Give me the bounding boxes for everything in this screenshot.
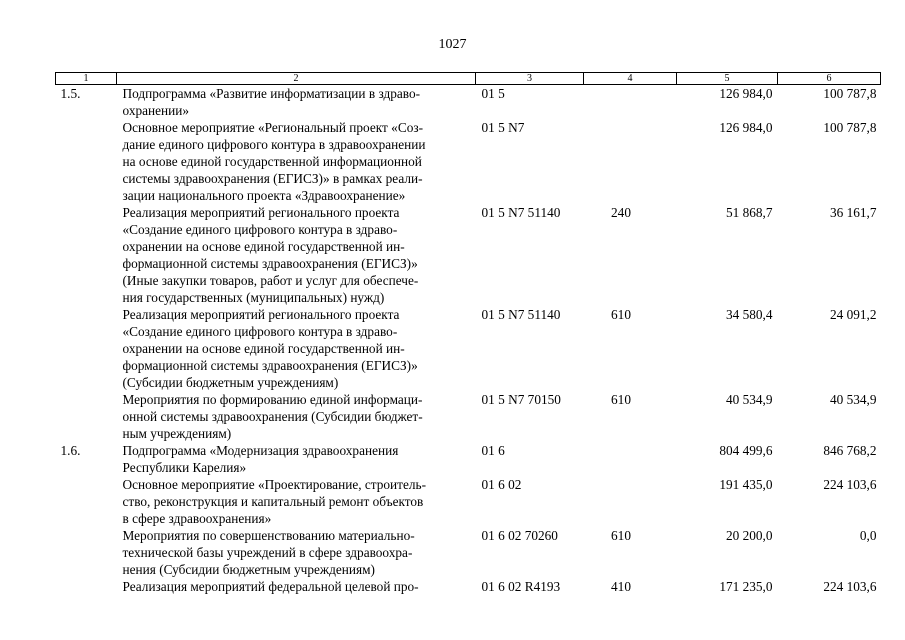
- description-line: Подпрограмма «Развитие информатизации в здраво-: [122, 86, 421, 101]
- row-number: [56, 306, 117, 391]
- expense-type: [584, 119, 677, 204]
- row-description: [117, 442, 476, 476]
- amount-col6: 36 161,7: [829, 205, 877, 220]
- column-header-3: 3: [476, 73, 584, 85]
- header-row: [56, 73, 881, 85]
- table-row: [56, 391, 881, 442]
- budget-table: [55, 72, 881, 595]
- description-line: онной системы здравоохранения (Субсидии бюджет-: [122, 409, 423, 424]
- budget-code: 01 5 N7 51140: [481, 205, 561, 220]
- description-line: охранении»: [122, 103, 190, 118]
- amount-col6: 224 103,6: [823, 477, 877, 492]
- description-line: Мероприятия по совершенствованию материально-: [122, 528, 415, 543]
- description-line: Реализация мероприятий регионального проекта: [122, 205, 400, 220]
- table-row: [56, 204, 881, 306]
- expense-type: 410: [611, 579, 631, 594]
- table-row: [56, 442, 881, 476]
- description-line: Подпрограмма «Модернизация здравоохранения: [122, 443, 399, 458]
- budget-code: 01 5 N7 51140: [481, 307, 561, 322]
- table-row: [56, 578, 881, 595]
- expense-type: [584, 442, 677, 476]
- budget-code: 01 5: [481, 86, 505, 101]
- row-description: [117, 391, 476, 442]
- amount-col6: 224 103,6: [823, 579, 877, 594]
- budget-code: 01 6 02 R4193: [481, 579, 561, 594]
- table-body: [56, 85, 881, 596]
- expense-type: [584, 85, 677, 120]
- row-description: [117, 578, 476, 595]
- column-header-6: 6: [778, 73, 881, 85]
- row-number: [56, 476, 117, 527]
- description-line: Республики Карелия»: [122, 460, 247, 475]
- description-line: дание единого цифрового контура в здравоохранении: [122, 137, 426, 152]
- expense-type: 610: [611, 392, 631, 407]
- table-row: [56, 85, 881, 120]
- table-row: [56, 476, 881, 527]
- row-description: [117, 527, 476, 578]
- amount-col5: 126 984,0: [719, 120, 773, 135]
- amount-col6: 100 787,8: [823, 120, 877, 135]
- amount-col5: 20 200,0: [725, 528, 773, 543]
- budget-code: 01 5 N7 70150: [481, 392, 561, 407]
- description-line: «Создание единого цифрового контура в здраво-: [122, 324, 398, 339]
- budget-code: 01 5 N7: [481, 120, 525, 135]
- table-row: [56, 306, 881, 391]
- row-description: [117, 85, 476, 120]
- expense-type: 240: [611, 205, 631, 220]
- description-line: Основное мероприятие «Проектирование, строитель-: [122, 477, 426, 492]
- amount-col5: 804 499,6: [719, 443, 773, 458]
- row-number: [56, 578, 117, 595]
- description-line: в сфере здравоохранения»: [122, 511, 272, 526]
- row-number: [56, 119, 117, 204]
- table-row: [56, 119, 881, 204]
- amount-col5: 40 534,9: [725, 392, 773, 407]
- column-header-1: 1: [56, 73, 117, 85]
- table-row: [56, 527, 881, 578]
- description-line: Реализация мероприятий регионального проекта: [122, 307, 400, 322]
- description-line: «Создание единого цифрового контура в здраво-: [122, 222, 398, 237]
- description-line: охранении на основе единой государственной ин-: [122, 341, 405, 356]
- row-description: [117, 119, 476, 204]
- expense-type: 610: [611, 307, 631, 322]
- amount-col5: 51 868,7: [725, 205, 773, 220]
- description-line: ство, реконструкция и капитальный ремонт объектов: [122, 494, 424, 509]
- amount-col5: 171 235,0: [719, 579, 773, 594]
- description-line: охранении на основе единой государственной ин-: [122, 239, 405, 254]
- page-number: 1027: [438, 37, 467, 52]
- amount-col6: 100 787,8: [823, 86, 877, 101]
- description-line: технической базы учреждений в сфере здравоохра-: [122, 545, 413, 560]
- description-line: Реализация мероприятий федеральной целевой про-: [122, 579, 419, 594]
- amount-col6: 24 091,2: [829, 307, 877, 322]
- row-description: [117, 306, 476, 391]
- amount-col6: 0,0: [859, 528, 877, 543]
- column-header-5: 5: [677, 73, 778, 85]
- description-line: (Субсидии бюджетным учреждениям): [122, 375, 339, 390]
- description-line: зации национального проекта «Здравоохранение»: [122, 188, 406, 203]
- amount-col6: 40 534,9: [829, 392, 877, 407]
- row-description: [117, 204, 476, 306]
- row-number: [56, 391, 117, 442]
- description-line: нения (Субсидии бюджетным учреждениям): [122, 562, 375, 577]
- amount-col5: 34 580,4: [725, 307, 773, 322]
- expense-type: [584, 476, 677, 527]
- row-number: 1.6.: [60, 443, 81, 458]
- column-header-4: 4: [584, 73, 677, 85]
- expense-type: 610: [611, 528, 631, 543]
- description-line: на основе единой государственной информационной: [122, 154, 422, 169]
- amount-col5: 191 435,0: [719, 477, 773, 492]
- amount-col5: 126 984,0: [719, 86, 773, 101]
- description-line: (Иные закупки товаров, работ и услуг для обеспече-: [122, 273, 419, 288]
- description-line: Мероприятия по формированию единой информаци-: [122, 392, 423, 407]
- description-line: системы здравоохранения (ЕГИСЗ)» в рамках реали-: [122, 171, 423, 186]
- table-header: [56, 73, 881, 85]
- description-line: Основное мероприятие «Региональный проект «Соз-: [122, 120, 424, 135]
- description-line: ния государственных (муниципальных) нужд): [122, 290, 385, 305]
- budget-code: 01 6 02: [481, 477, 522, 492]
- description-line: ным учреждениям): [122, 426, 232, 441]
- row-number: 1.5.: [60, 86, 81, 101]
- amount-col6: 846 768,2: [823, 443, 877, 458]
- row-number: [56, 527, 117, 578]
- column-header-2: 2: [117, 73, 476, 85]
- row-description: [117, 476, 476, 527]
- budget-code: 01 6: [481, 443, 505, 458]
- row-number: [56, 204, 117, 306]
- description-line: формационной системы здравоохранения (ЕГИСЗ)»: [122, 256, 418, 271]
- description-line: формационной системы здравоохранения (ЕГИСЗ)»: [122, 358, 418, 373]
- budget-code: 01 6 02 70260: [481, 528, 558, 543]
